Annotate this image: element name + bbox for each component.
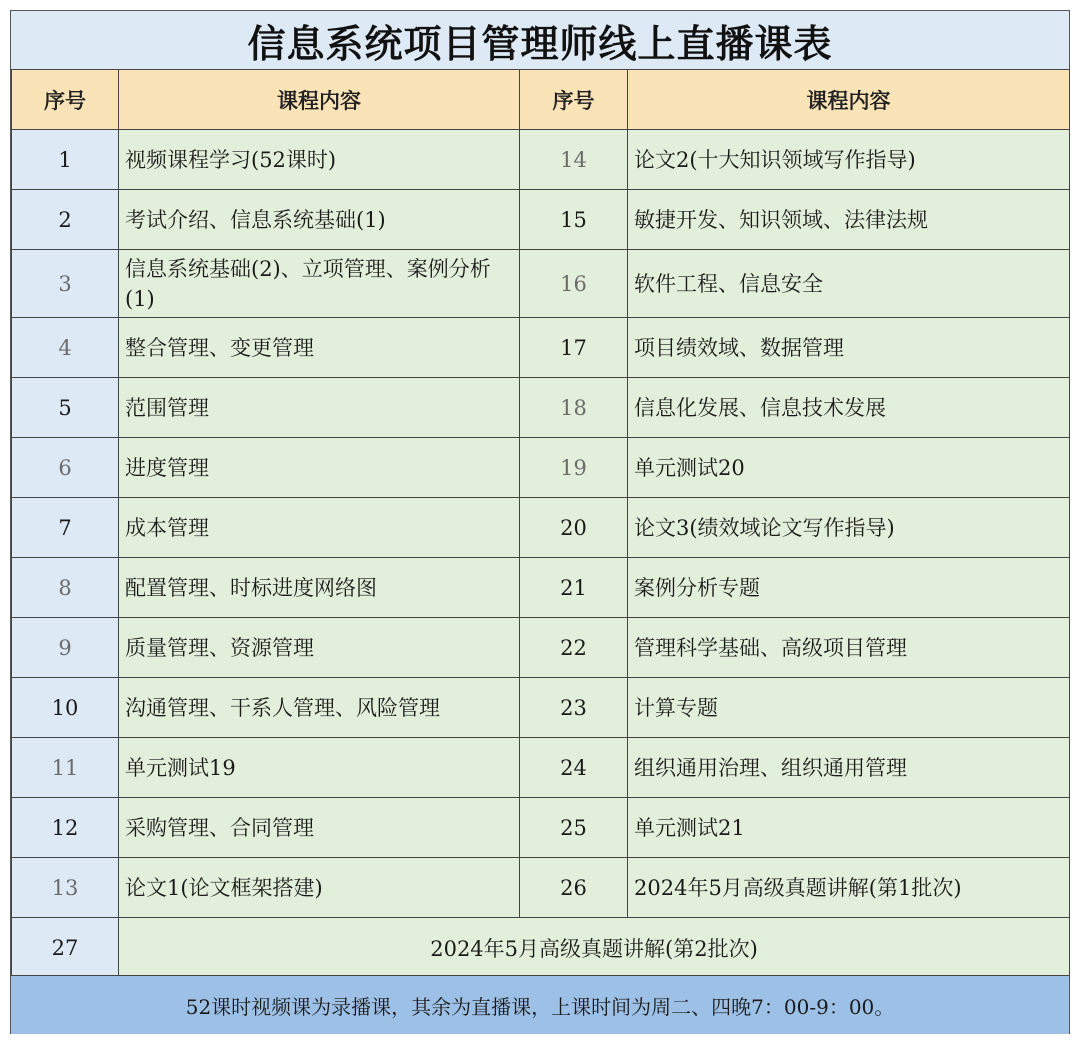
right-num-cell: 18 <box>520 378 628 438</box>
left-num-cell: 9 <box>12 618 119 678</box>
header-num-left: 序号 <box>12 70 119 130</box>
left-num-cell: 2 <box>12 190 119 250</box>
right-num-cell: 19 <box>520 438 628 498</box>
right-num-cell: 26 <box>520 858 628 918</box>
table-row <box>12 798 1070 858</box>
left-content-cell: 采购管理、合同管理 <box>119 798 520 858</box>
schedule-note: 52课时视频课为录播课，其余为直播课，上课时间为周二、四晚7：00-9：00。 <box>11 975 1069 1034</box>
schedule-table <box>11 69 1070 978</box>
right-num-cell: 20 <box>520 498 628 558</box>
left-content-cell: 单元测试19 <box>119 738 520 798</box>
right-content-cell: 2024年5月高级真题讲解(第1批次) <box>628 858 1070 918</box>
left-content-cell: 视频课程学习(52课时) <box>119 130 520 190</box>
table-row <box>12 130 1070 190</box>
right-content-cell: 组织通用治理、组织通用管理 <box>628 738 1070 798</box>
right-num-cell: 14 <box>520 130 628 190</box>
right-content-cell: 论文2(十大知识领域写作指导) <box>628 130 1070 190</box>
table-row <box>12 438 1070 498</box>
left-content-cell: 成本管理 <box>119 498 520 558</box>
right-content-cell: 项目绩效域、数据管理 <box>628 318 1070 378</box>
left-num-cell: 8 <box>12 558 119 618</box>
table-row <box>12 378 1070 438</box>
right-content-cell: 计算专题 <box>628 678 1070 738</box>
table-row <box>12 738 1070 798</box>
left-content-cell: 信息系统基础(2)、立项管理、案例分析(1) <box>119 250 520 318</box>
page-title: 信息系统项目管理师线上直播课表 <box>11 11 1069 69</box>
right-num-cell: 21 <box>520 558 628 618</box>
table-row <box>12 190 1070 250</box>
right-num-cell: 15 <box>520 190 628 250</box>
table-row <box>12 858 1070 918</box>
left-num-cell: 4 <box>12 318 119 378</box>
left-content-cell: 进度管理 <box>119 438 520 498</box>
left-num-cell: 6 <box>12 438 119 498</box>
left-num-cell: 10 <box>12 678 119 738</box>
left-num-cell: 1 <box>12 130 119 190</box>
table-row <box>12 498 1070 558</box>
right-num-cell: 22 <box>520 618 628 678</box>
left-content-cell: 配置管理、时标进度网络图 <box>119 558 520 618</box>
left-num-cell: 3 <box>12 250 119 318</box>
right-content-cell: 单元测试21 <box>628 798 1070 858</box>
header-num-right: 序号 <box>520 70 628 130</box>
left-content-cell: 质量管理、资源管理 <box>119 618 520 678</box>
right-content-cell: 案例分析专题 <box>628 558 1070 618</box>
table-row-last <box>12 918 1070 978</box>
left-num-cell: 13 <box>12 858 119 918</box>
left-content-cell: 范围管理 <box>119 378 520 438</box>
right-num-cell: 17 <box>520 318 628 378</box>
right-content-cell: 信息化发展、信息技术发展 <box>628 378 1070 438</box>
right-content-cell: 论文3(绩效域论文写作指导) <box>628 498 1070 558</box>
left-num-cell: 11 <box>12 738 119 798</box>
header-content-right: 课程内容 <box>628 70 1070 130</box>
table-row <box>12 318 1070 378</box>
table-row <box>12 618 1070 678</box>
left-num-cell: 12 <box>12 798 119 858</box>
right-content-cell: 管理科学基础、高级项目管理 <box>628 618 1070 678</box>
right-num-cell: 16 <box>520 250 628 318</box>
right-num-cell: 24 <box>520 738 628 798</box>
right-num-cell: 23 <box>520 678 628 738</box>
table-row <box>12 558 1070 618</box>
left-num-cell: 5 <box>12 378 119 438</box>
right-content-cell: 单元测试20 <box>628 438 1070 498</box>
left-content-cell: 论文1(论文框架搭建) <box>119 858 520 918</box>
table-row <box>12 250 1070 318</box>
left-content-cell: 沟通管理、干系人管理、风险管理 <box>119 678 520 738</box>
right-content-cell: 敏捷开发、知识领域、法律法规 <box>628 190 1070 250</box>
header-content-left: 课程内容 <box>119 70 520 130</box>
right-content-cell: 软件工程、信息安全 <box>628 250 1070 318</box>
left-num-cell: 7 <box>12 498 119 558</box>
right-num-cell: 25 <box>520 798 628 858</box>
table-row <box>12 678 1070 738</box>
last-content-cell: 2024年5月高级真题讲解(第2批次) <box>119 918 1070 978</box>
left-content-cell: 整合管理、变更管理 <box>119 318 520 378</box>
table-header-row <box>12 70 1070 130</box>
last-num-cell: 27 <box>12 918 119 978</box>
left-content-cell: 考试介绍、信息系统基础(1) <box>119 190 520 250</box>
schedule-frame <box>10 10 1070 1034</box>
